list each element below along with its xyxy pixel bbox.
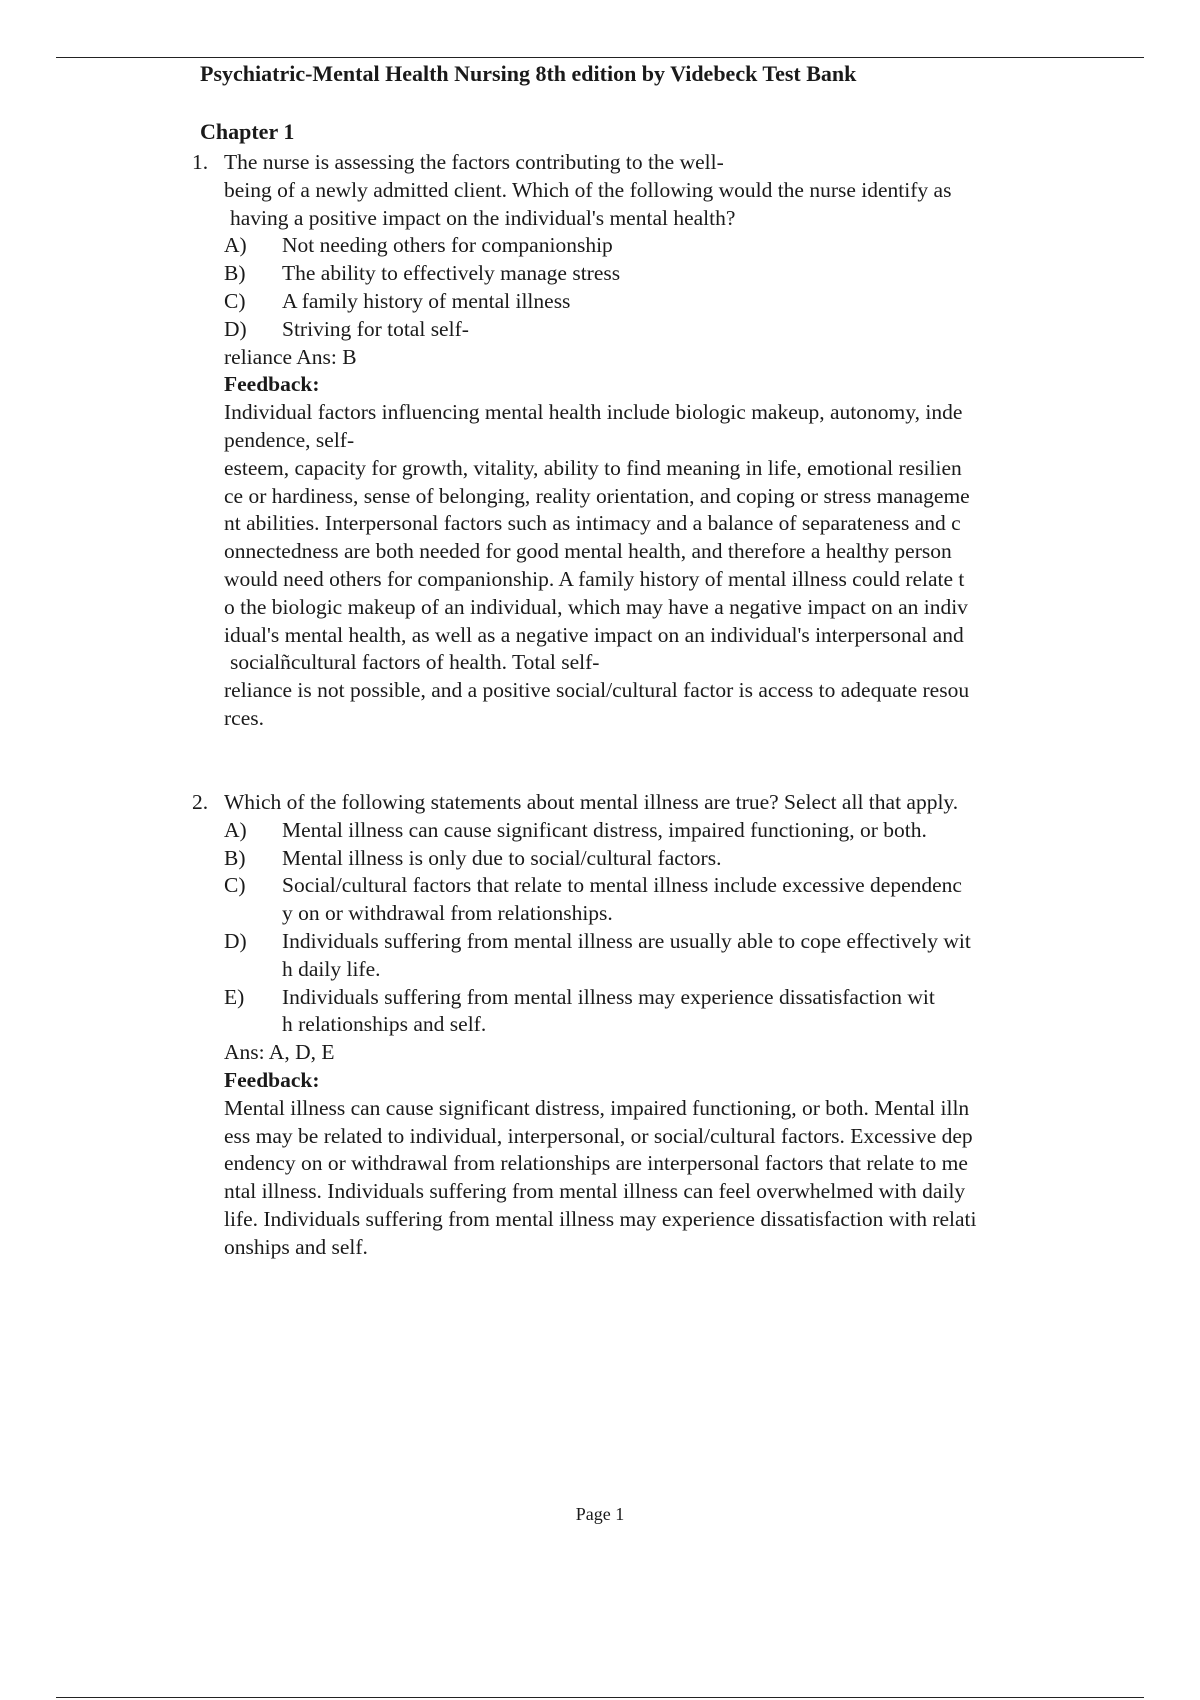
question-1-option-b [192, 260, 1092, 288]
question-1 [192, 149, 1092, 733]
option-letter: D) [224, 928, 247, 953]
question-1-feedback-text: Individual factors influencing mental health include biologic makeup, autonomy, inde pendence, self- esteem, capacity for growth, vitality, ability to find meaning in life, emotional resilien ce or hardiness, sense of belonging, reality orientation, and coping or stress manageme nt abilities. Interpersonal factors such as intimacy and a balance of separateness and c onnectedness are both needed for good mental health, and therefore a healthy person would need others for companionship. A family history of mental illness could relate t o the biologic makeup of an individual, which may have a negative impact on an indiv idual's mental health, as well as a negative impact on an individual's interpersonal and [224, 400, 970, 647]
question-2-stem: Which of the following statements about mental illness are true? Select all that apply. [224, 790, 959, 814]
question-1-option-a [192, 232, 1092, 260]
option-letter: B) [224, 845, 246, 870]
option-letter: C) [224, 873, 246, 898]
question-2-option-d [192, 928, 1092, 984]
top-rule [56, 57, 1144, 58]
option-letter: A) [224, 233, 247, 258]
option-text: Individuals suffering from mental illness may experience dissatisfaction wit h relationships and self. [282, 984, 935, 1037]
question-2-option-e [192, 984, 1092, 1040]
option-text: The ability to effectively manage stress [282, 261, 621, 286]
question-1-option-d [192, 316, 1092, 344]
page-number: Page 1 [575, 1504, 625, 1524]
question-2-feedback-text: Mental illness can cause significant distress, impaired functioning, or both. Mental illn ess may be related to individual, interpersonal, or social/cultural factors. Excessive dep endency on or withdrawal from relationships are interpersonal factors that relate to me ntal illness. Individuals suffering from mental illness can feel overwhelmed with daily life. Individuals suffering from mental illness may experience dissatisfaction with relati onships and self. [224, 1095, 977, 1259]
question-2-feedback-label: Feedback: [224, 1067, 320, 1092]
bottom-rule [56, 1697, 1144, 1698]
option-text: Individuals suffering from mental illness are usually able to cope effectively wit h daily life. [282, 928, 971, 981]
option-letter: D) [224, 316, 247, 341]
option-text: Social/cultural factors that relate to mental illness include excessive dependenc y on or withdrawal from relationships. [282, 873, 962, 926]
option-text: A family history of mental illness [282, 288, 571, 313]
option-letter: A) [224, 817, 247, 842]
question-1-stem-line-2: being of a newly admitted client. Which of the following would the nurse identify as [224, 177, 952, 202]
question-1-option-c [192, 288, 1092, 316]
option-letter: B) [224, 261, 246, 286]
question-2-stem-line-1 [192, 789, 1092, 817]
document-title: Psychiatric-Mental Health Nursing 8th edition by Videbeck Test Bank [200, 61, 857, 86]
option-text: Not needing others for companionship [282, 233, 613, 258]
question-1-stem-line-3: having a positive impact on the individual's mental health? [230, 205, 736, 230]
question-1-number: 1. [192, 150, 209, 174]
question-2-option-a [192, 817, 1092, 845]
chapter-heading: Chapter 1 [200, 119, 295, 144]
option-letter: E) [224, 984, 245, 1009]
question-2-option-c [192, 872, 1092, 928]
option-text: Mental illness is only due to social/cultural factors. [282, 845, 722, 870]
question-1-answer: reliance Ans: B [224, 344, 357, 369]
question-1-feedback-text-end: reliance is not possible, and a positive social/cultural factor is access to adequate resou rces. [224, 678, 970, 730]
question-2-number: 2. [192, 790, 209, 814]
question-1-feedback-indented-line: socialñcultural factors of health. Total self- [230, 650, 600, 675]
question-1-stem-line-1 [192, 149, 1092, 177]
option-text: Mental illness can cause significant distress, impaired functioning, or both. [282, 817, 927, 842]
question-2 [192, 789, 1092, 1262]
question-1-stem-start: The nurse is assessing the factors contributing to the well- [224, 150, 724, 174]
question-2-answer: Ans: A, D, E [224, 1040, 335, 1065]
question-2-option-b [192, 845, 1092, 873]
option-letter: C) [224, 288, 246, 313]
question-1-feedback-label: Feedback: [224, 372, 320, 397]
option-text: Striving for total self- [282, 316, 469, 341]
